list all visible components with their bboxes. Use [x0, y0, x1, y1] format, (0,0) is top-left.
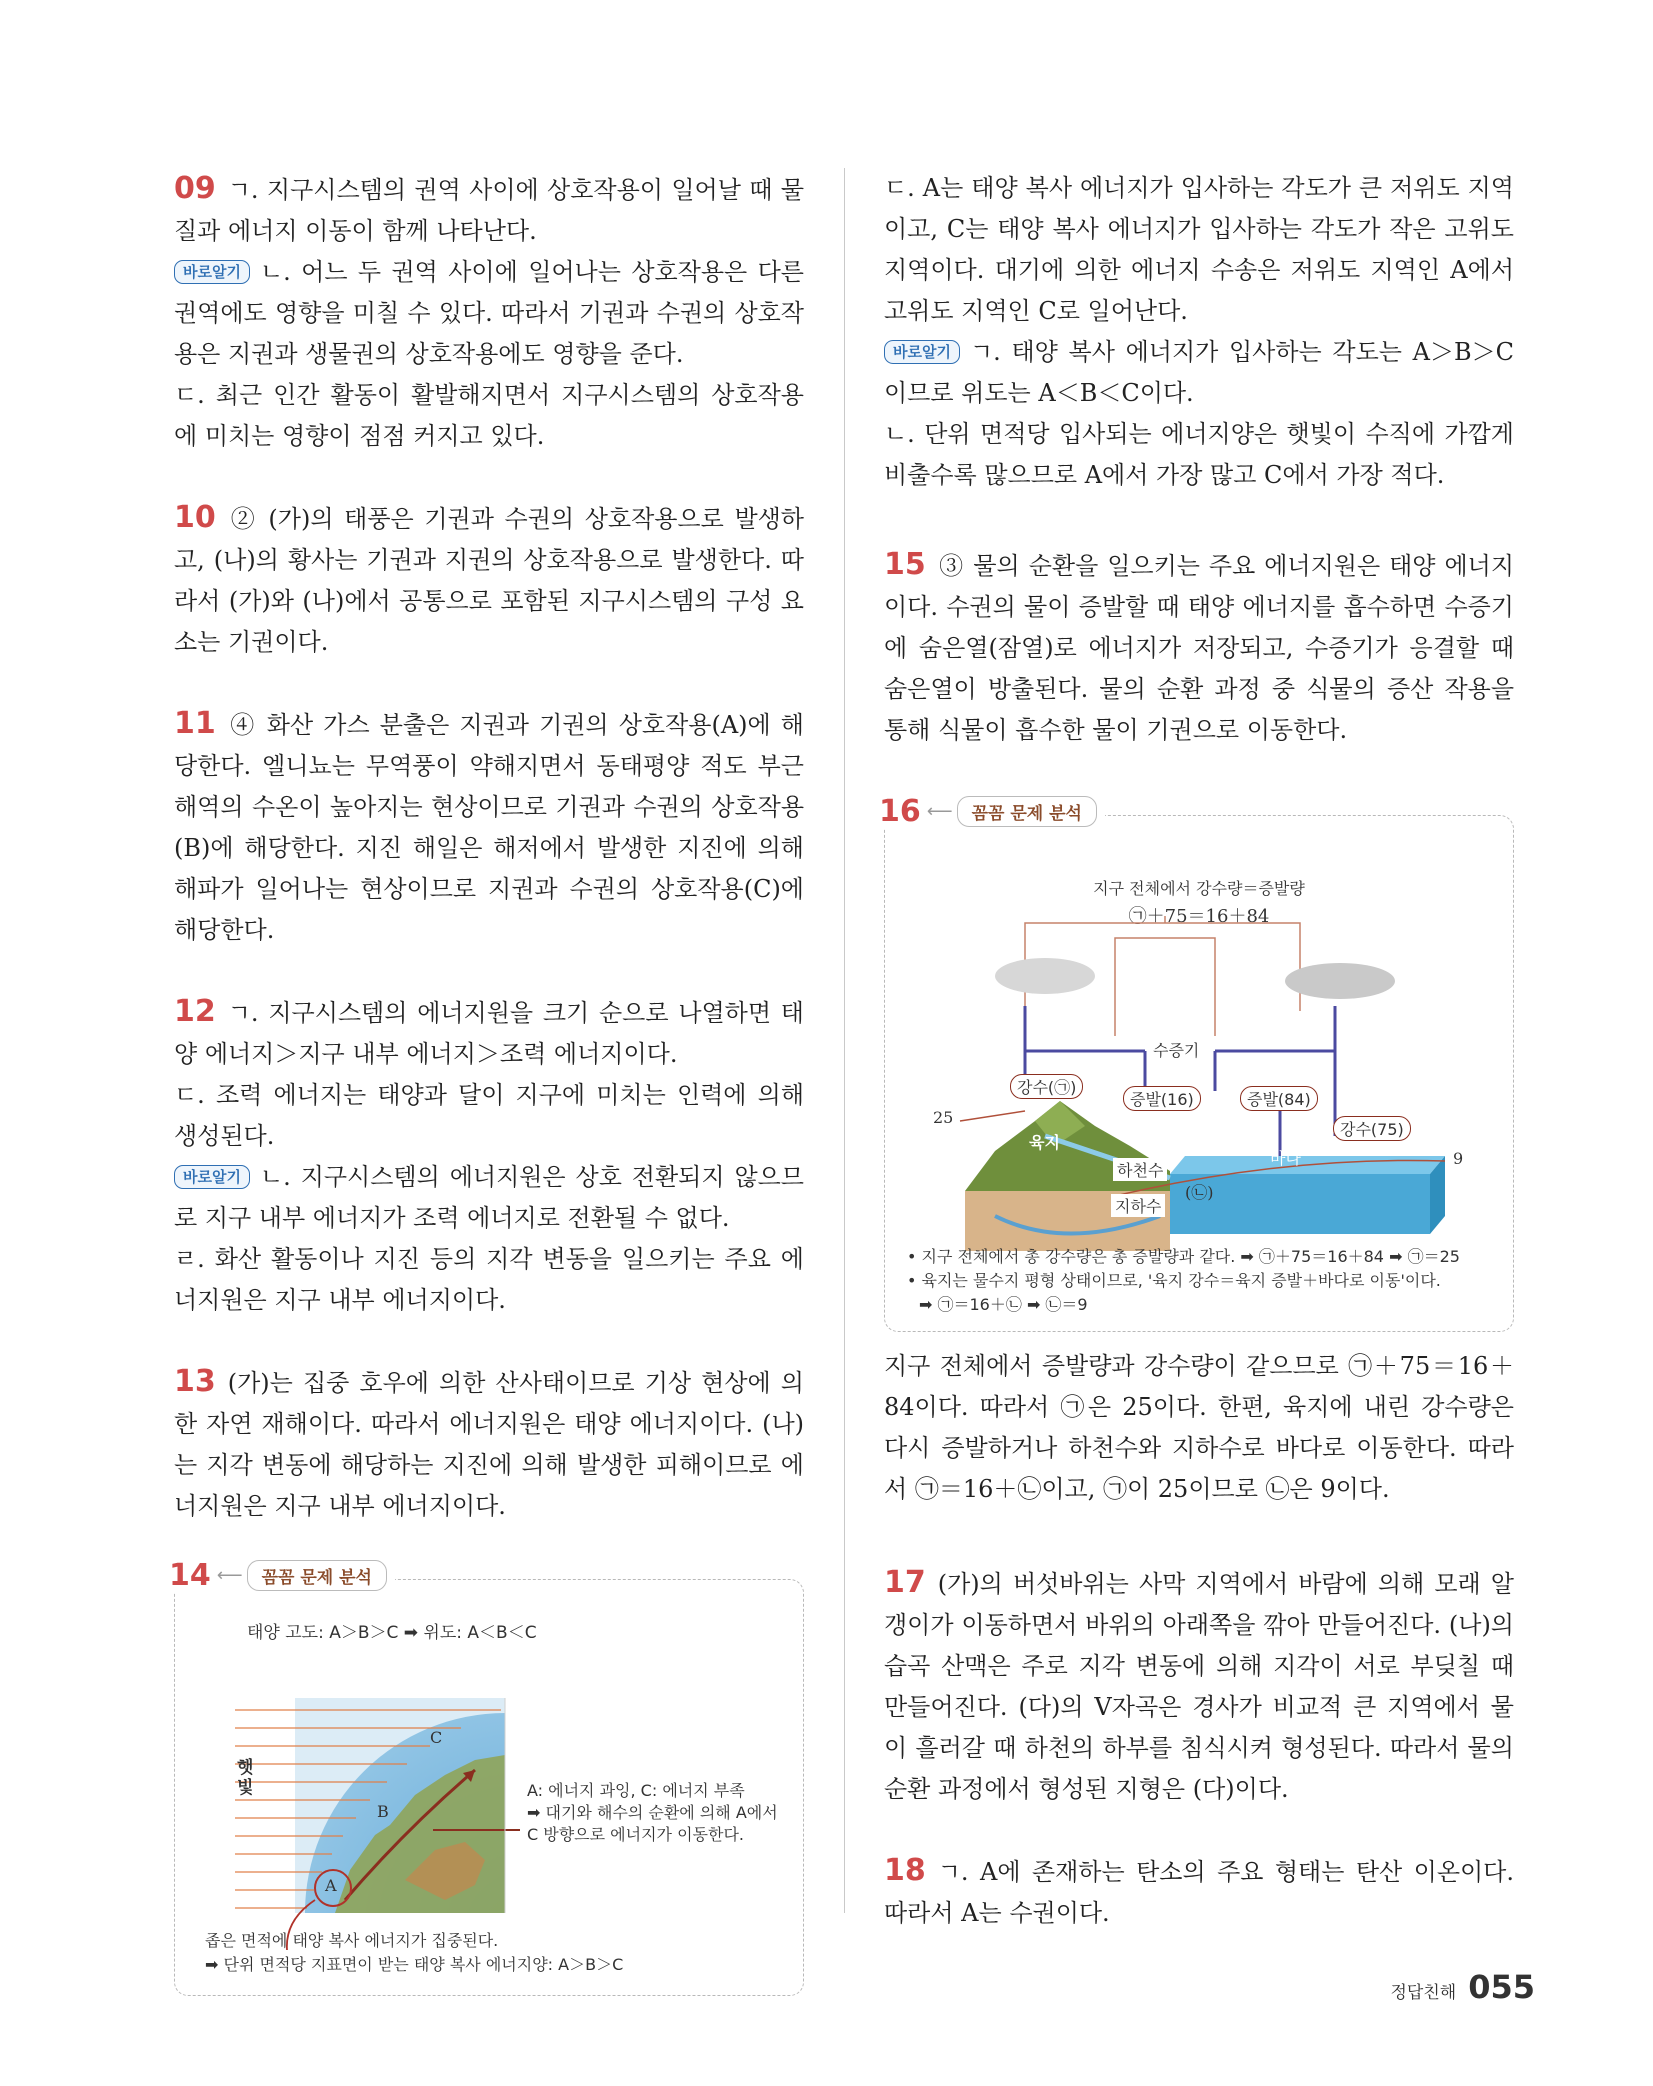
cloud-left-icon: [995, 958, 1095, 994]
groundwater-label: 지하수: [1111, 1194, 1165, 1217]
analysis-box-16: [879, 794, 1514, 1332]
answer-text: ㄱ. A에 존재하는 탄소의 주요 형태는 탄산 이온이다. 따라서 A는 수권이다.: [884, 1858, 1514, 1927]
answer-09: [174, 168, 804, 457]
pointer-arrow-icon: ⟵: [926, 801, 953, 822]
answer-text: ㄱ. 태양 복사 에너지가 입사하는 각도는 A＞B＞C이므로 위도는 A＜B＜C이다.: [884, 338, 1514, 407]
answer-text: ㄴ. 단위 면적당 입사되는 에너지양은 햇빛이 수직에 가깝게 비출수록 많으므로 A에서 가장 많고 C에서 가장 적다.: [884, 420, 1514, 489]
sun-altitude-note: 태양 고도: A＞B＞C ➡ 위도: A＜B＜C: [247, 1623, 537, 1643]
bottom-note-1: 좁은 면적에 태양 복사 에너지가 집중된다.: [205, 1931, 499, 1950]
answer-text: ㄷ. 조력 에너지는 태양과 달이 지구에 미치는 인력에 의해 생성된다.: [174, 1081, 804, 1150]
answer-text: ④ 화산 가스 분출은 지권과 기권의 상호작용(A)에 해당한다. 엘니뇨는 무역풍이 약해지면서 동태평양 적도 부근 해역의 수온이 높아지는 현상이므로 기권과 수권의 상호작용(B)에 해당한다. 지진 해일은 해저에서 발생한 지진에 의해 해파가 일어나는 현상이므로 지권과 수권의 상호작용(C)에 해당한다.: [174, 711, 804, 944]
answer-15: [884, 544, 1514, 751]
evaporation-sea-label: 증발(84): [1240, 1086, 1318, 1111]
answer-text: ㄴ. 지구시스템의 에너지원은 상호 전환되지 않으므로 지구 내부 에너지가 조력 에너지로 전환될 수 없다.: [174, 1163, 804, 1232]
answer-text: ㄷ. A는 태양 복사 에너지가 입사하는 각도가 큰 저위도 지역이고, C는 태양 복사 에너지가 입사하는 각도가 작은 고위도 지역이다. 대기에 의한 에너지 수송은 저위도 지역인 A에서 고위도 지역인 C로 일어난다.: [884, 174, 1514, 325]
point-c-label: C: [430, 1728, 443, 1747]
answer-text: ㄱ. 지구시스템의 에너지원을 크기 순으로 나열하면 태양 에너지＞지구 내부 에너지＞조력 에너지이다.: [174, 999, 804, 1068]
land-label: 육지: [1029, 1133, 1060, 1152]
answer-text: (가)는 집중 호우에 의한 산사태이므로 기상 현상에 의한 자연 재해이다. 따라서 에너지원은 태양 에너지이다. (나)는 지각 변동에 해당하는 지진에 의해 발생한 피해이므로 에너지원은 지구 내부 에너지이다.: [174, 1369, 804, 1520]
analysis-box-14: [169, 1558, 804, 1996]
point-a-label: A: [325, 1876, 337, 1895]
pointer-arrow-icon: ⟵: [216, 1565, 243, 1586]
page-footer: [1391, 1968, 1536, 2006]
answer-number: 16: [879, 794, 921, 829]
cloud-right-icon: [1285, 963, 1395, 999]
value-25-label: 25: [933, 1108, 954, 1127]
answer-text: ② (가)의 태풍은 기권과 수권의 상호작용으로 발생하고, (나)의 황사는 기권과 지권의 상호작용으로 발생한다. 따라서 (가)와 (나)에서 공통으로 포함된 지구시스템의 구성 요소는 기권이다.: [174, 505, 804, 656]
answer-text: ㄹ. 화산 활동이나 지진 등의 지각 변동을 일으키는 주요 에너지원은 지구 내부 에너지이다.: [174, 1245, 804, 1314]
point-b-label: B: [377, 1802, 389, 1821]
energy-note-3: C 방향으로 에너지가 이동한다.: [527, 1825, 744, 1844]
balance-equation-title: 지구 전체에서 강수량＝증발량: [1093, 879, 1305, 898]
answer-number: 15: [884, 547, 926, 582]
answer-number: 11: [174, 706, 216, 741]
correction-badge: 바로알기: [884, 340, 960, 364]
answer-12: [174, 991, 804, 1321]
analysis-tag: 꼼꼼 문제 분석: [247, 1560, 387, 1591]
runoff-circle-label: (㉡): [1185, 1183, 1214, 1202]
right-column: [879, 168, 1514, 1974]
answer-text: ㄷ. 최근 인간 활동이 활발해지면서 지구시스템의 상호작용에 미치는 영향이 점점 커지고 있다.: [174, 381, 804, 450]
arrow-to-25: [960, 1111, 1025, 1121]
page-number: 055: [1468, 1968, 1535, 2006]
answer-text: (가)의 버섯바위는 사막 지역에서 바람에 의해 모래 알갱이가 이동하면서 바위의 아래쪽을 깎아 만들어진다. (나)의 습곡 산맥은 주로 지각 변동에 의해 지각이 서로 부딪칠 때 만들어진다. (다)의 V자곡은 경사가 비교적 큰 지역에서 물이 흘러갈 때 하천의 하부를 침식시켜 형성된다. 따라서 물의 순환 과정에서 형성된 지형은 (다)이다.: [884, 1570, 1514, 1803]
answer-number: 14: [169, 1558, 211, 1593]
analysis-note-1: • 지구 전체에서 총 강수량은 총 증발량과 같다. ➡ ㉠＋75＝16＋84 ➡ ㉠＝25: [907, 1247, 1460, 1266]
answer-10: [174, 497, 804, 663]
answer-number: 18: [884, 1853, 926, 1888]
value-9-label: 9: [1453, 1149, 1464, 1168]
evaporation-land-label: 증발(16): [1123, 1086, 1201, 1111]
analysis-note-3: ➡ ㉠＝16＋㉡ ➡ ㉡＝9: [919, 1295, 1088, 1314]
precipitation-sea-label: 강수(75): [1333, 1116, 1411, 1141]
left-column: [169, 168, 804, 1996]
answer-text: ㄱ. 지구시스템의 권역 사이에 상호작용이 일어날 때 물질과 에너지 이동이 함께 나타난다.: [174, 176, 804, 245]
answer-text: ㄴ. 어느 두 권역 사이에 일어나는 상호작용은 다른 권역에도 영향을 미칠 수 있다. 따라서 기권과 수권의 상호작용은 지권과 생물권의 상호작용에도 영향을 준다.: [174, 258, 804, 368]
energy-note-2: ➡ 대기와 해수의 순환에 의해 A에서: [527, 1803, 778, 1822]
sunlight-label: 햇빛: [237, 1758, 254, 1798]
answer-16-text: [884, 1346, 1514, 1510]
answer-text: ③ 물의 순환을 일으키는 주요 에너지원은 태양 에너지이다. 수권의 물이 증발할 때 태양 에너지를 흡수하면 수증기에 숨은열(잠열)로 에너지가 저장되고, 수증기가 응결할 때 숨은열이 방출된다. 물의 순환 과정 중 식물의 증산 작용을 통해 식물이 흡수한 물이 기권으로 이동한다.: [884, 552, 1514, 744]
answer-text: 지구 전체에서 증발량과 강수량이 같으므로 ㉠＋75＝16＋84이다. 따라서 ㉠은 25이다. 한편, 육지에 내린 강수량은 다시 증발하거나 하천수와 지하수로 바다로 이동한다. 따라서 ㉠＝16＋㉡이고, ㉠이 25이므로 ㉡은 9이다.: [884, 1352, 1514, 1503]
answer-number: 13: [174, 1364, 216, 1399]
energy-note-1: A: 에너지 과잉, C: 에너지 부족: [527, 1781, 745, 1800]
answer-number: 09: [174, 171, 216, 206]
answer-number: 12: [174, 994, 216, 1029]
precipitation-land-label: 강수(㉠): [1010, 1074, 1083, 1099]
analysis-tag: 꼼꼼 문제 분석: [957, 796, 1097, 827]
answer-18: [884, 1850, 1514, 1934]
river-label: 하천수: [1113, 1158, 1167, 1181]
answer-number: 17: [884, 1565, 926, 1600]
correction-badge: 바로알기: [174, 1165, 250, 1189]
box-header: [879, 794, 1105, 829]
answer-number: 10: [174, 500, 216, 535]
sea-label: 바다: [1270, 1149, 1301, 1168]
answer-11: [174, 703, 804, 951]
footer-label: 정답친해: [1390, 1983, 1457, 2003]
column-divider: [844, 168, 845, 1913]
correction-badge: 바로알기: [174, 260, 250, 284]
answer-14-continued: [884, 168, 1514, 496]
analysis-note-2: • 육지는 물수지 평형 상태이므로, '육지 강수＝육지 증발＋바다로 이동'이다.: [907, 1271, 1441, 1290]
answer-17: [884, 1562, 1514, 1810]
bottom-note-2: ➡ 단위 면적당 지표면이 받는 태양 복사 에너지양: A＞B＞C: [205, 1955, 624, 1974]
answer-13: [174, 1361, 804, 1527]
balance-equation: ㉠＋75＝16＋84: [1128, 906, 1270, 927]
vapor-label: 수증기: [1147, 1038, 1205, 1061]
